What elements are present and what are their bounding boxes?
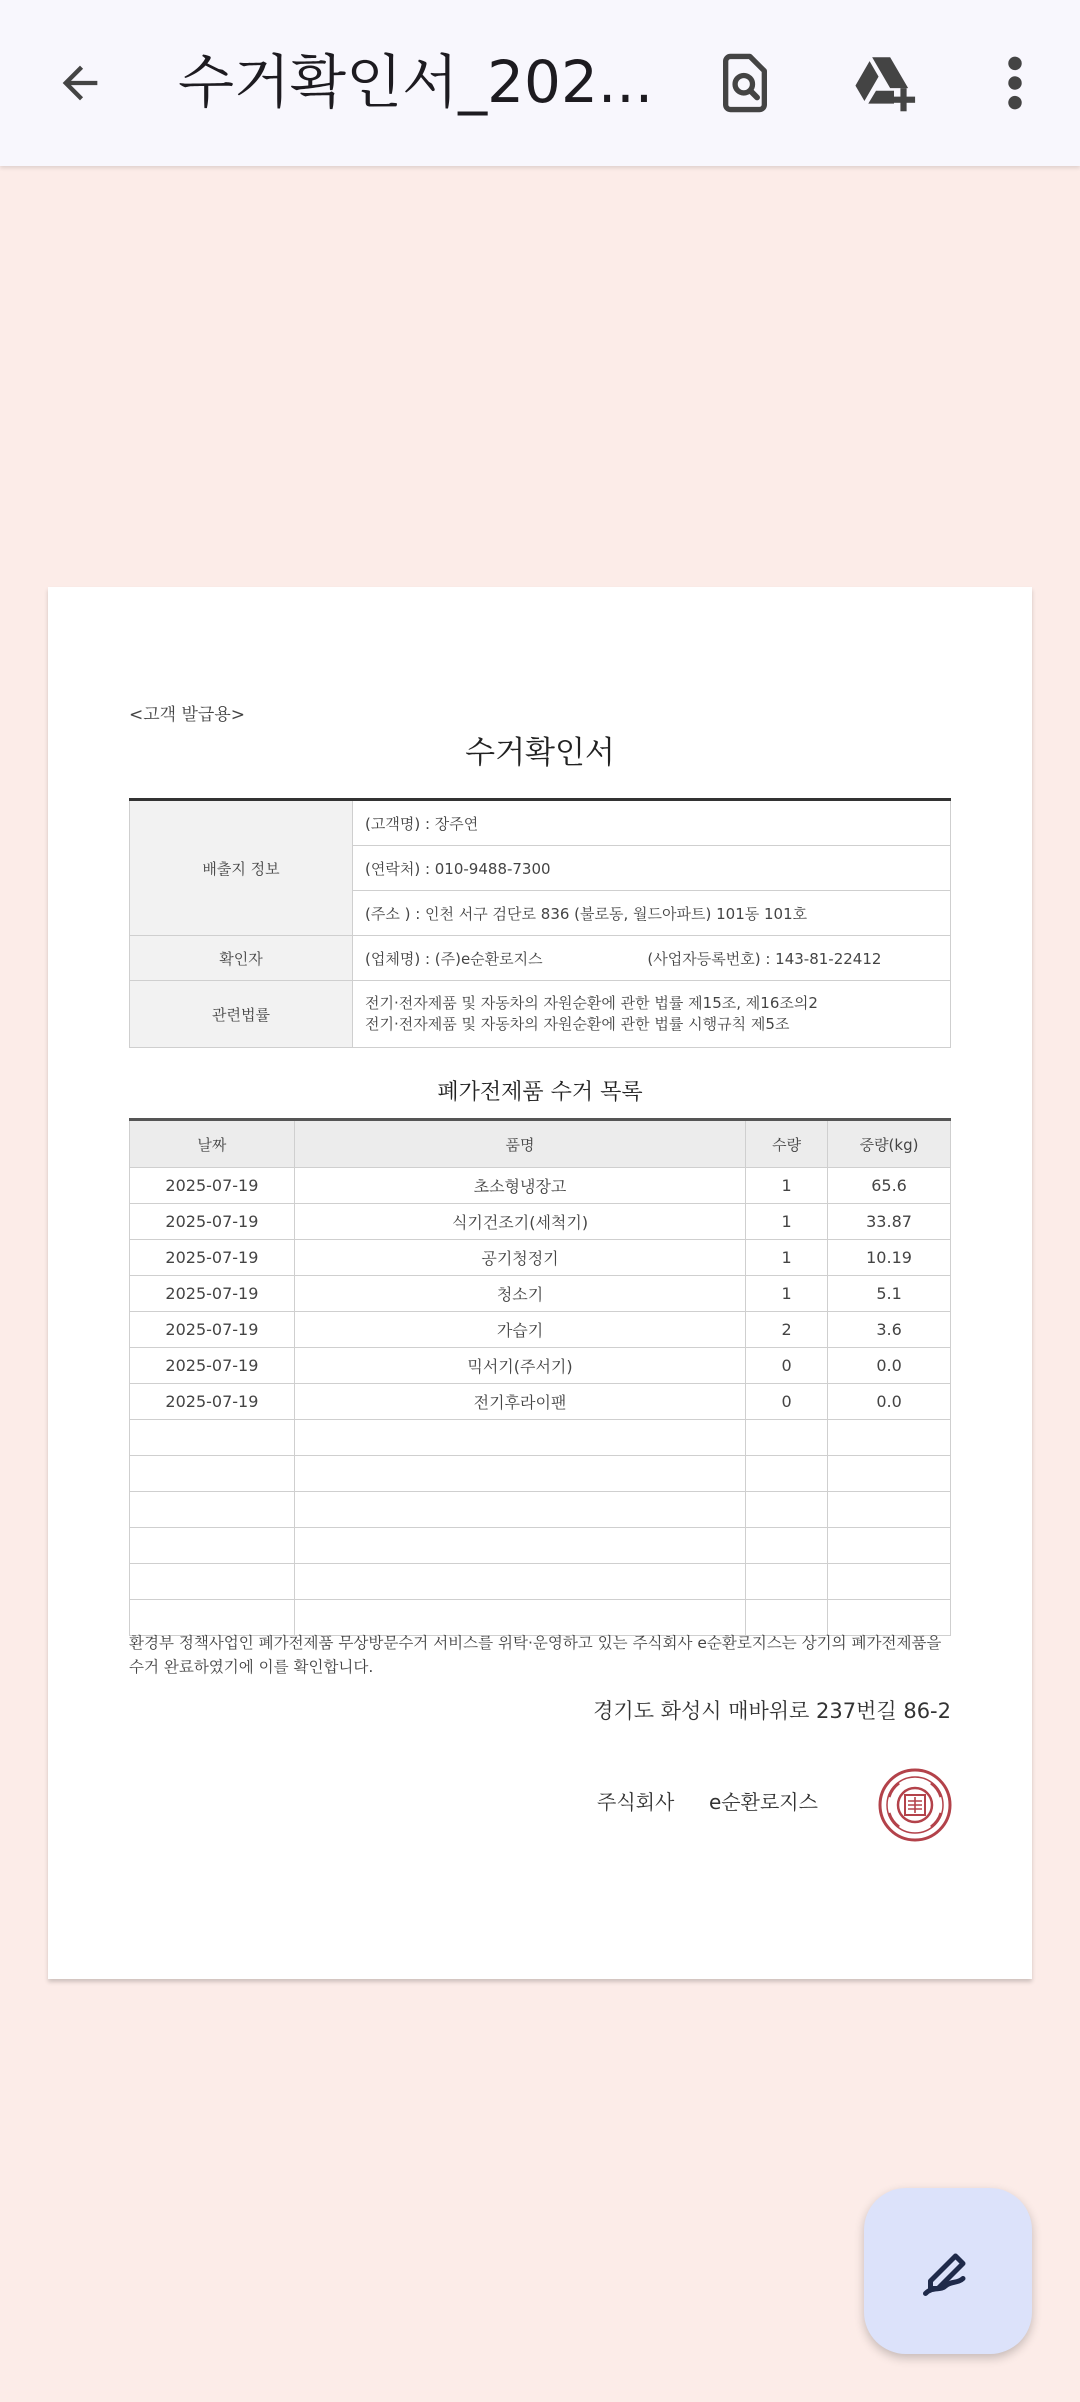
cell-date	[130, 1456, 295, 1492]
cell-item: 믹서기(주서기)	[294, 1348, 745, 1384]
company-seal	[877, 1767, 953, 1843]
statement-line: 수거 완료하였기에 이를 확인합니다.	[129, 1658, 374, 1676]
company-prefix: 주식회사	[597, 1790, 675, 1814]
cell-item	[294, 1528, 745, 1564]
cell-date: 2025-07-19	[130, 1348, 295, 1384]
cell-item	[294, 1456, 745, 1492]
cell-date: 2025-07-19	[130, 1240, 295, 1276]
cell-date: 2025-07-19	[130, 1276, 295, 1312]
add-to-drive-icon	[849, 51, 921, 115]
cell-quantity: 1	[746, 1168, 828, 1204]
cell-weight: 33.87	[828, 1204, 951, 1240]
cell-item: 전기후라이팬	[294, 1384, 745, 1420]
cell-quantity	[746, 1420, 828, 1456]
confirmer-label: 확인자	[130, 936, 353, 981]
cell-item: 식기건조기(세척기)	[294, 1204, 745, 1240]
cell-quantity	[746, 1456, 828, 1492]
cell-quantity: 1	[746, 1276, 828, 1312]
cell-date	[130, 1492, 295, 1528]
add-to-drive-button[interactable]	[840, 43, 930, 123]
info-table	[129, 798, 951, 1048]
law-text	[353, 981, 951, 1048]
table-row	[130, 1168, 951, 1204]
cell-item: 초소형냉장고	[294, 1168, 745, 1204]
col-weight: 중량(kg)	[828, 1120, 951, 1168]
cell-date: 2025-07-19	[130, 1168, 295, 1204]
law-label: 관련법률	[130, 981, 353, 1048]
table-row	[130, 1240, 951, 1276]
cell-quantity	[746, 1564, 828, 1600]
cell-weight	[828, 1456, 951, 1492]
cell-weight	[828, 1492, 951, 1528]
copy-tag: <고객 발급용>	[129, 705, 246, 725]
col-quantity: 수량	[746, 1120, 828, 1168]
cell-date	[130, 1528, 295, 1564]
cell-item	[294, 1420, 745, 1456]
arrow-back-icon	[54, 57, 106, 109]
table-row	[130, 1348, 951, 1384]
find-in-document-button[interactable]	[700, 43, 790, 123]
list-title: 폐가전제품 수거 목록	[437, 1080, 643, 1105]
cell-weight	[828, 1420, 951, 1456]
document-page	[48, 587, 1032, 1979]
company-name: e순환로지스	[709, 1790, 818, 1814]
company-field: (업체명) : (주)e순환로지스	[365, 949, 543, 968]
cell-quantity: 2	[746, 1312, 828, 1348]
more-options-button[interactable]	[975, 43, 1055, 123]
table-row	[130, 1276, 951, 1312]
cell-quantity: 0	[746, 1348, 828, 1384]
cell-quantity	[746, 1528, 828, 1564]
confirmer-row	[353, 936, 951, 981]
top-app-bar	[0, 0, 1080, 166]
cell-date	[130, 1564, 295, 1600]
confirmation-statement	[129, 1631, 951, 1679]
customer-address: (주소 ) : 인천 서구 검단로 836 (불로동, 월드아파트) 101동 101호	[353, 891, 951, 936]
table-row	[130, 1204, 951, 1240]
issuer-address: 경기도 화성시 매바위로 237번길 86-2	[593, 1699, 951, 1723]
col-item: 품명	[294, 1120, 745, 1168]
cell-weight	[828, 1528, 951, 1564]
cell-weight	[828, 1564, 951, 1600]
emission-label: 배출지 정보	[130, 800, 353, 936]
cell-item	[294, 1564, 745, 1600]
table-row	[130, 1384, 951, 1420]
back-button[interactable]	[40, 43, 120, 123]
table-row	[130, 1528, 951, 1564]
edit-pen-icon	[918, 2241, 978, 2301]
table-row	[130, 1564, 951, 1600]
items-table	[129, 1118, 951, 1636]
cell-weight: 5.1	[828, 1276, 951, 1312]
table-row	[130, 1420, 951, 1456]
law-line: 전기·전자제품 및 자동차의 자원순환에 관한 법률 시행규칙 제5조	[365, 1015, 790, 1033]
cell-item: 가습기	[294, 1312, 745, 1348]
cell-date	[130, 1420, 295, 1456]
table-row	[130, 1456, 951, 1492]
more-vert-icon	[1005, 55, 1025, 111]
cell-quantity: 1	[746, 1240, 828, 1276]
cell-quantity	[746, 1492, 828, 1528]
cell-date: 2025-07-19	[130, 1384, 295, 1420]
col-date: 날짜	[130, 1120, 295, 1168]
find-in-document-icon	[716, 51, 774, 115]
cell-date: 2025-07-19	[130, 1204, 295, 1240]
cell-quantity: 0	[746, 1384, 828, 1420]
cell-date: 2025-07-19	[130, 1312, 295, 1348]
registration-field: (사업자등록번호) : 143-81-22412	[647, 949, 882, 968]
edit-fab[interactable]	[864, 2188, 1032, 2354]
cell-weight: 0.0	[828, 1384, 951, 1420]
cell-item: 공기청정기	[294, 1240, 745, 1276]
customer-contact: (연락처) : 010-9488-7300	[353, 846, 951, 891]
cell-weight: 3.6	[828, 1312, 951, 1348]
file-title: 수거확인서_202...	[178, 48, 654, 116]
table-row	[130, 1312, 951, 1348]
cell-weight: 0.0	[828, 1348, 951, 1384]
cell-quantity: 1	[746, 1204, 828, 1240]
cell-weight: 65.6	[828, 1168, 951, 1204]
statement-line: 환경부 정책사업인 폐가전제품 무상방문수거 서비스를 위탁·운영하고 있는 주식회사 e순환로지스는 상기의 폐가전제품을	[129, 1634, 942, 1652]
law-line: 전기·전자제품 및 자동차의 자원순환에 관한 법률 제15조, 제16조의2	[365, 994, 818, 1012]
cell-item: 청소기	[294, 1276, 745, 1312]
table-row	[130, 1492, 951, 1528]
cell-item	[294, 1492, 745, 1528]
document-title: 수거확인서	[465, 735, 615, 771]
cell-weight: 10.19	[828, 1240, 951, 1276]
customer-name: (고객명) : 장주연	[353, 800, 951, 846]
